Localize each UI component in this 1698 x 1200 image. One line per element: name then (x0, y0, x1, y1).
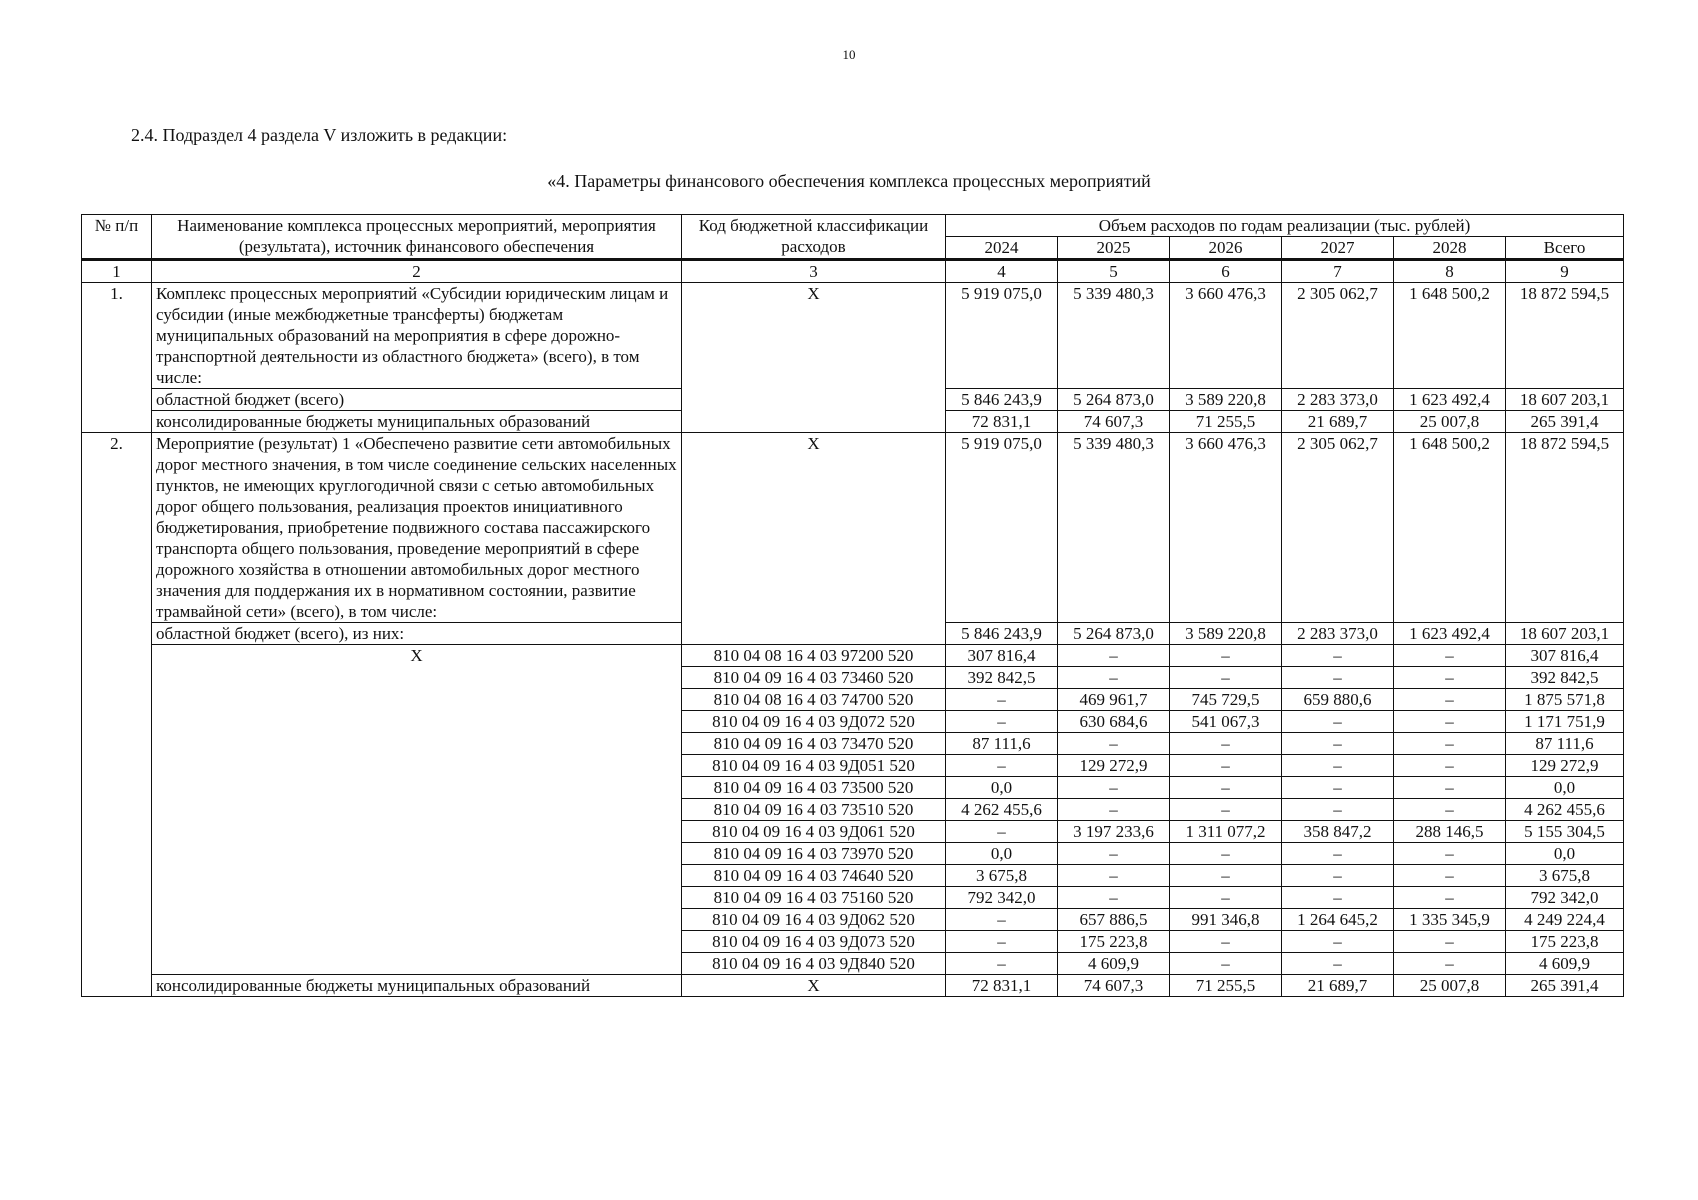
year-value: – (1282, 799, 1394, 821)
year-value: 129 272,9 (1058, 755, 1170, 777)
year-value: 1 623 492,4 (1394, 389, 1506, 411)
total-value: 175 223,8 (1506, 931, 1624, 953)
header-name: Наименование комплекса процессных мероприятий, мероприятия (результата), источник финансового обеспечения (152, 215, 682, 260)
budget-code: Х (682, 283, 946, 433)
column-number: 3 (682, 260, 946, 283)
total-value: 18 607 203,1 (1506, 623, 1624, 645)
year-value: – (1282, 887, 1394, 909)
year-value: – (946, 711, 1058, 733)
year-value: 72 831,1 (946, 411, 1058, 433)
year-value: 5 919 075,0 (946, 433, 1058, 623)
year-value: – (1170, 953, 1282, 975)
year-value: – (1170, 931, 1282, 953)
budget-code: 810 04 08 16 4 03 74700 520 (682, 689, 946, 711)
year-value: – (1170, 799, 1282, 821)
year-value: – (1282, 777, 1394, 799)
section-row (82, 975, 1624, 997)
year-value: – (1394, 733, 1506, 755)
header-year: 2028 (1394, 237, 1506, 260)
year-value: 175 223,8 (1058, 931, 1170, 953)
year-value: 5 919 075,0 (946, 283, 1058, 389)
column-number: 1 (82, 260, 152, 283)
budget-code: 810 04 09 16 4 03 9Д073 520 (682, 931, 946, 953)
year-value: 392 842,5 (946, 667, 1058, 689)
table-title: «4. Параметры финансового обеспечения комплекса процессных мероприятий (547, 171, 1151, 191)
year-value: 307 816,4 (946, 645, 1058, 667)
year-value: 541 067,3 (1170, 711, 1282, 733)
year-value: – (1394, 887, 1506, 909)
year-value: 4 262 455,6 (946, 799, 1058, 821)
year-value: – (1282, 667, 1394, 689)
budget-code: 810 04 09 16 4 03 9Д840 520 (682, 953, 946, 975)
total-value: 307 816,4 (1506, 645, 1624, 667)
row-name: областной бюджет (всего) (152, 389, 682, 411)
budget-code: 810 04 09 16 4 03 73460 520 (682, 667, 946, 689)
column-number: 6 (1170, 260, 1282, 283)
year-value: 5 339 480,3 (1058, 283, 1170, 389)
year-value: – (1394, 799, 1506, 821)
section-row (82, 433, 1624, 623)
year-value: – (946, 821, 1058, 843)
year-value: – (1394, 689, 1506, 711)
row-name: консолидированные бюджеты муниципальных образований (152, 411, 682, 433)
year-value: 991 346,8 (1170, 909, 1282, 931)
year-value: 0,0 (946, 777, 1058, 799)
year-value: 1 264 645,2 (1282, 909, 1394, 931)
year-value: 657 886,5 (1058, 909, 1170, 931)
year-value: – (1058, 667, 1170, 689)
year-value: 74 607,3 (1058, 975, 1170, 997)
total-value: 1 875 571,8 (1506, 689, 1624, 711)
total-value: 4 262 455,6 (1506, 799, 1624, 821)
total-value: 392 842,5 (1506, 667, 1624, 689)
header-total: Всего (1506, 237, 1624, 260)
year-value: – (1282, 755, 1394, 777)
header-row (82, 215, 1624, 237)
year-value: 3 660 476,3 (1170, 283, 1282, 389)
year-value: 3 589 220,8 (1170, 623, 1282, 645)
column-number: 7 (1282, 260, 1394, 283)
total-value: 792 342,0 (1506, 887, 1624, 909)
year-value: 1 335 345,9 (1394, 909, 1506, 931)
total-value: 0,0 (1506, 777, 1624, 799)
column-number: 8 (1394, 260, 1506, 283)
year-value: – (1058, 843, 1170, 865)
year-value: 2 305 062,7 (1282, 283, 1394, 389)
year-value: – (1058, 865, 1170, 887)
total-value: 18 872 594,5 (1506, 283, 1624, 389)
budget-code: 810 04 08 16 4 03 97200 520 (682, 645, 946, 667)
budget-code: Х (682, 975, 946, 997)
intro-text: 2.4. Подраздел 4 раздела V изложить в редакции: (131, 125, 508, 145)
year-value: 2 283 373,0 (1282, 623, 1394, 645)
year-value: 21 689,7 (1282, 411, 1394, 433)
column-numbers-row (82, 260, 1624, 283)
year-value: 2 305 062,7 (1282, 433, 1394, 623)
row-number: 1. (82, 283, 152, 433)
total-value: 265 391,4 (1506, 411, 1624, 433)
section-row (82, 283, 1624, 389)
page-number: 10 (842, 47, 856, 62)
year-value: – (1282, 931, 1394, 953)
budget-code: 810 04 09 16 4 03 73470 520 (682, 733, 946, 755)
row-name: Мероприятие (результат) 1 «Обеспечено развитие сети автомобильных дорог местного значения, в том числе соединение сельских населенных пунктов, не имеющих круглогодичной связи с сетью автомобильных дорог общего пользования, реализация проектов инициативного бюджетирования, приобретение подвижного состава пассажирского транспорта общего пользования, проведение мероприятий в сфере дорожного хозяйства в отношении автомобильных дорог местного значения для поддержания их в нормативном состоянии, развитие трамвайной сети» (всего), в том числе: (152, 433, 682, 623)
year-value: 74 607,3 (1058, 411, 1170, 433)
budget-code: 810 04 09 16 4 03 73970 520 (682, 843, 946, 865)
year-value: – (1394, 645, 1506, 667)
detail-row (82, 645, 1624, 667)
total-value: 129 272,9 (1506, 755, 1624, 777)
year-value: – (1170, 733, 1282, 755)
year-value: – (1058, 799, 1170, 821)
year-value: 25 007,8 (1394, 975, 1506, 997)
year-value: – (1058, 645, 1170, 667)
year-value: – (946, 689, 1058, 711)
year-value: – (1394, 865, 1506, 887)
finance-table (81, 214, 1624, 997)
year-value: 71 255,5 (1170, 411, 1282, 433)
total-value: 4 249 224,4 (1506, 909, 1624, 931)
year-value: – (1170, 865, 1282, 887)
year-value: – (1170, 755, 1282, 777)
budget-code: 810 04 09 16 4 03 9Д061 520 (682, 821, 946, 843)
year-value: 5 846 243,9 (946, 389, 1058, 411)
year-value: 72 831,1 (946, 975, 1058, 997)
column-number: 5 (1058, 260, 1170, 283)
total-value: 5 155 304,5 (1506, 821, 1624, 843)
year-value: – (1170, 887, 1282, 909)
year-value: – (1058, 777, 1170, 799)
year-value: – (946, 953, 1058, 975)
detail-name: Х (152, 645, 682, 975)
year-value: 469 961,7 (1058, 689, 1170, 711)
total-value: 18 607 203,1 (1506, 389, 1624, 411)
column-number: 2 (152, 260, 682, 283)
header-year: 2026 (1170, 237, 1282, 260)
year-value: – (946, 909, 1058, 931)
header-num: № п/п (82, 215, 152, 260)
year-value: – (1394, 711, 1506, 733)
total-value: 0,0 (1506, 843, 1624, 865)
budget-code: 810 04 09 16 4 03 9Д072 520 (682, 711, 946, 733)
year-value: 3 675,8 (946, 865, 1058, 887)
header-year: 2024 (946, 237, 1058, 260)
year-value: – (1394, 667, 1506, 689)
year-value: 1 623 492,4 (1394, 623, 1506, 645)
year-value: – (1058, 733, 1170, 755)
year-value: 3 660 476,3 (1170, 433, 1282, 623)
year-value: – (946, 755, 1058, 777)
header-code: Код бюджетной классификации расходов (682, 215, 946, 260)
header-volume: Объем расходов по годам реализации (тыс. рублей) (946, 215, 1624, 237)
year-value: 1 648 500,2 (1394, 433, 1506, 623)
year-value: 1 311 077,2 (1170, 821, 1282, 843)
header-year: 2025 (1058, 237, 1170, 260)
year-value: – (946, 931, 1058, 953)
year-value: – (1170, 777, 1282, 799)
year-value: – (1282, 865, 1394, 887)
year-value: 630 684,6 (1058, 711, 1170, 733)
year-value: – (1394, 843, 1506, 865)
year-value: 4 609,9 (1058, 953, 1170, 975)
total-value: 4 609,9 (1506, 953, 1624, 975)
year-value: – (1058, 887, 1170, 909)
year-value: – (1170, 843, 1282, 865)
year-value: 21 689,7 (1282, 975, 1394, 997)
total-value: 1 171 751,9 (1506, 711, 1624, 733)
year-value: 792 342,0 (946, 887, 1058, 909)
year-value: 5 264 873,0 (1058, 623, 1170, 645)
budget-code: Х (682, 433, 946, 645)
year-value: 288 146,5 (1394, 821, 1506, 843)
year-value: 358 847,2 (1282, 821, 1394, 843)
year-value: – (1394, 953, 1506, 975)
budget-code: 810 04 09 16 4 03 73510 520 (682, 799, 946, 821)
total-value: 265 391,4 (1506, 975, 1624, 997)
year-value: – (1394, 931, 1506, 953)
year-value: 3 589 220,8 (1170, 389, 1282, 411)
column-number: 4 (946, 260, 1058, 283)
column-number: 9 (1506, 260, 1624, 283)
total-value: 3 675,8 (1506, 865, 1624, 887)
year-value: 5 264 873,0 (1058, 389, 1170, 411)
year-value: – (1170, 645, 1282, 667)
budget-code: 810 04 09 16 4 03 75160 520 (682, 887, 946, 909)
budget-code: 810 04 09 16 4 03 9Д062 520 (682, 909, 946, 931)
row-name: областной бюджет (всего), из них: (152, 623, 682, 645)
row-name: консолидированные бюджеты муниципальных образований (152, 975, 682, 997)
year-value: – (1282, 645, 1394, 667)
total-value: 87 111,6 (1506, 733, 1624, 755)
year-value: – (1170, 667, 1282, 689)
year-value: – (1282, 843, 1394, 865)
year-value: – (1394, 755, 1506, 777)
budget-code: 810 04 09 16 4 03 73500 520 (682, 777, 946, 799)
year-value: 25 007,8 (1394, 411, 1506, 433)
total-value: 18 872 594,5 (1506, 433, 1624, 623)
year-value: 5 339 480,3 (1058, 433, 1170, 623)
year-value: 659 880,6 (1282, 689, 1394, 711)
year-value: 745 729,5 (1170, 689, 1282, 711)
row-number: 2. (82, 433, 152, 997)
budget-code: 810 04 09 16 4 03 9Д051 520 (682, 755, 946, 777)
year-value: – (1282, 733, 1394, 755)
year-value: 3 197 233,6 (1058, 821, 1170, 843)
year-value: – (1282, 953, 1394, 975)
year-value: 87 111,6 (946, 733, 1058, 755)
budget-code: 810 04 09 16 4 03 74640 520 (682, 865, 946, 887)
year-value: 1 648 500,2 (1394, 283, 1506, 389)
year-value: – (1394, 777, 1506, 799)
year-value: 2 283 373,0 (1282, 389, 1394, 411)
year-value: 71 255,5 (1170, 975, 1282, 997)
header-year: 2027 (1282, 237, 1394, 260)
row-name: Комплекс процессных мероприятий «Субсидии юридическим лицам и субсидии (иные межбюджетные трансферты) бюджетам муниципальных образований на мероприятия в сфере дорожно-транспортной деятельности из областного бюджета» (всего), в том числе: (152, 283, 682, 389)
year-value: 5 846 243,9 (946, 623, 1058, 645)
year-value: – (1282, 711, 1394, 733)
year-value: 0,0 (946, 843, 1058, 865)
